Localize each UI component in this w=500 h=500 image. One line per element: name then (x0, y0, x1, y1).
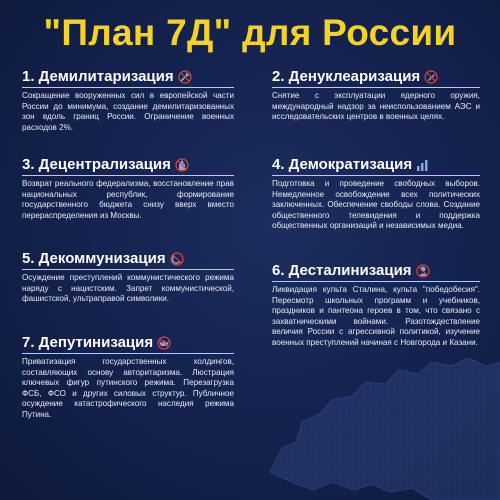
card-demilitarization (22, 68, 234, 133)
card-heading: 5. Декоммунизация (22, 250, 234, 267)
card-deputinization (22, 334, 234, 421)
card-text: Снятие с эксплуатации ядерного оружия, международный надзор за неиспользованием АЭС и исследовательских центров в военных целях. (272, 91, 480, 122)
card-decentralization (22, 156, 234, 221)
heading-underline (22, 175, 234, 176)
card-text: Сокращение вооруженных сил в европейской части России до минимума, создание демилитаризованных зон вдоль границ России. Ограничение военных расходов 2%. (22, 91, 234, 132)
crossed-portrait-icon (416, 264, 430, 278)
heading-underline (272, 281, 480, 282)
heading-underline (22, 87, 234, 88)
card-denuclearization (272, 68, 480, 123)
card-heading: 7. Депутинизация (22, 334, 234, 351)
heading-underline (22, 269, 234, 270)
heading-underline (272, 87, 480, 88)
crossed-eagle-icon (157, 336, 171, 350)
card-decommunization (22, 250, 234, 305)
card-text: Приватизация государственных холдингов, составляющих основу авторитаризма. Люстрация ключевых фигур путинского режима. Перезагрузка ФСБ, ФСО и других силовых структур. Публичное осуждение катастрофического наследия режима Путина. (22, 357, 234, 419)
card-destalinization (272, 262, 480, 349)
crossed-nuclear-icon (424, 70, 438, 84)
card-heading: 3. Децентрализация (22, 156, 234, 173)
card-heading: 2. Денуклеаризация (272, 68, 480, 85)
crossed-hammer-sickle-icon (170, 252, 184, 266)
crossed-weapon-icon (178, 70, 192, 84)
heading-underline (22, 353, 234, 354)
crossed-kremlin-icon (175, 158, 189, 172)
heading-underline (272, 175, 480, 176)
card-heading: 6. Десталинизация (272, 262, 480, 279)
card-heading: 4. Демократизация (272, 156, 480, 173)
card-text: Подготовка и проведение свободных выборов. Немедленное освобождение всех политических заключенных. Обеспечение свободы слова. Создание общественного телевидения и поддержка общественных организаций и независимых медиа. (272, 179, 480, 231)
card-democratization (272, 156, 480, 232)
card-text: Ликвидация культа Сталина, культа "победобесия". Пересмотр школьных программ и учебников, праздников и пантеона героев в том, что связано с захватническими войнами. Разотождествление величия России с агрессивной политикой, изучение военных преступлений начиная с Новгорода и Казани. (272, 285, 480, 347)
russia-map-silhouette (262, 352, 500, 500)
card-heading: 1. Демилитаризация (22, 68, 234, 85)
page-title: "План 7Д" для России (43, 12, 457, 53)
card-text: Осуждение преступлений коммунистического режима наряду с нацистским. Запрет коммунистической, фашистской, ультраправой символики. (22, 273, 234, 304)
card-text: Возврат реального федерализма, восстановление прав национальных республик, формирование государственного бюджета снизу вверх вместо перераспределения из Москвы. (22, 179, 234, 220)
bar-chart-icon (416, 158, 430, 172)
